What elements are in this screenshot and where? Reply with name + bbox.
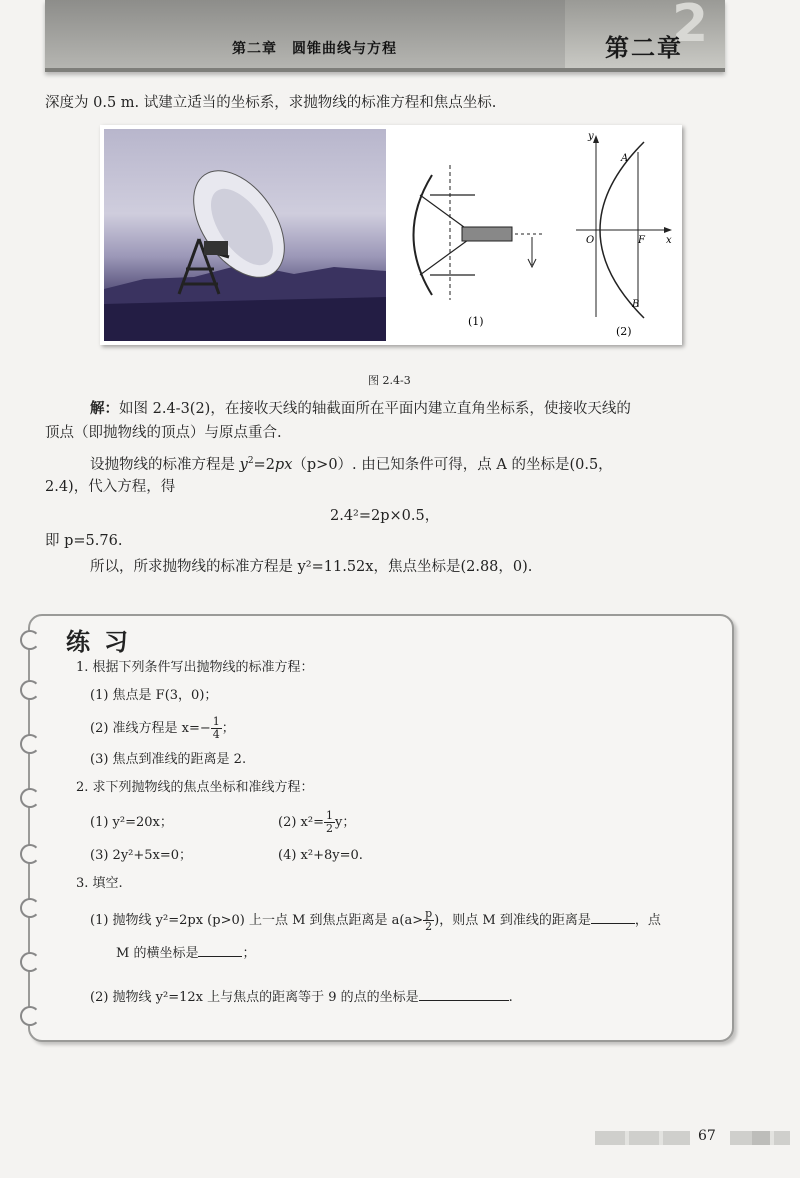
answer-blank[interactable] — [591, 911, 635, 924]
fraction-denominator: 2 — [325, 822, 333, 835]
question-1-part-1: (1) 焦点是 F(3，0)； — [90, 688, 218, 703]
q1-2-end: ； — [221, 721, 235, 736]
chapter-tab: 第二章 — [605, 34, 683, 62]
chapter-big-number: 2 — [672, 0, 709, 54]
q2-2-text: (2) x²= — [278, 815, 324, 830]
q3-2-text: (2) 抛物线 y²=12x 上与焦点的距离等于 9 的点的坐标是 — [90, 990, 419, 1005]
diagram-1-label: (1) — [468, 315, 484, 328]
question-3: 3. 填空. — [76, 876, 123, 891]
question-3-part-1-cont — [116, 944, 255, 964]
origin-label: O — [586, 235, 595, 246]
footer-decoration — [595, 1131, 690, 1145]
q3-1-text-b: )，则点 M 到准线的距离是 — [434, 913, 591, 928]
fraction — [211, 716, 222, 741]
answer-blank[interactable] — [419, 988, 509, 1001]
fraction — [324, 810, 335, 835]
point-b-label: B — [632, 299, 640, 310]
solution-line-6: 所以，所求抛物线的标准方程是 y²=11.52x，焦点坐标是(2.88，0). — [90, 559, 533, 575]
focus-label: F — [638, 235, 645, 246]
footer-decoration — [730, 1131, 790, 1145]
question-2-part-3: (3) 2y²+5x=0； — [90, 848, 193, 863]
question-2-part-2 — [278, 810, 355, 835]
solution-equation: 2.4²=2p×0.5， — [330, 508, 440, 524]
binder-ring-icon — [20, 844, 40, 864]
diagram-2-label: (2) — [616, 325, 632, 337]
fraction — [423, 908, 434, 933]
binder-ring-icon — [20, 1006, 40, 1026]
fraction-denominator: 2 — [425, 920, 433, 933]
binder-ring-icon — [20, 734, 40, 754]
telescope-illustration — [104, 129, 386, 341]
radio-telescope-photo — [104, 129, 386, 341]
q1-2-text: (2) 准线方程是 x=− — [90, 721, 211, 736]
question-1: 1. 根据下列条件写出抛物线的标准方程： — [76, 660, 314, 675]
axis-y-label: y — [588, 131, 594, 142]
solution-text-3b: （p>0）. 由已知条件可得，点 A 的坐标是(0.5， — [292, 456, 613, 473]
question-2-part-1: (1) y²=20x； — [90, 815, 173, 830]
question-1-part-3: (3) 焦点到准线的距离是 2. — [90, 752, 247, 767]
intro-line: 深度为 0.5 m. 试建立适当的坐标系，求抛物线的标准方程和焦点坐标. — [45, 95, 497, 111]
q3-1-text-e: ； — [242, 946, 256, 961]
page-header — [0, 0, 800, 78]
solution-text-1: 如图 2.4-3(2)，在接收天线的轴截面所在平面内建立直角坐标系，使接收天线的 — [119, 401, 631, 417]
q2-2-end: y； — [334, 815, 356, 830]
solution-line-1 — [90, 398, 631, 420]
question-2-part-4: (4) x²+8y=0. — [278, 848, 363, 863]
page-number: 67 — [698, 1128, 716, 1144]
binder-ring-icon — [20, 680, 40, 700]
question-3-part-2 — [90, 988, 513, 1008]
binder-ring-icon — [20, 630, 40, 650]
exercise-title: 练习 — [66, 628, 142, 656]
fraction-numerator: 1 — [325, 809, 333, 822]
binder-ring-icon — [20, 898, 40, 918]
fraction-numerator: 1 — [212, 715, 220, 728]
question-1-part-2 — [90, 716, 235, 741]
figure — [100, 125, 682, 345]
parabola-axes-diagram — [566, 127, 678, 337]
solution-line-3: 设抛物线的标准方程是 $y^2=2px(p>0)$. 由已知条件可得，点 A 的坐标是(0.5， — [90, 456, 613, 473]
q3-1-text: (1) 抛物线 y²=2px (p>0) 上一点 M 到焦点距离是 a(a> — [90, 913, 424, 928]
q3-1-text-c: ，点 — [634, 913, 661, 928]
point-a-label: A — [621, 153, 629, 164]
fraction-numerator: p — [425, 907, 433, 920]
chapter-title: 第二章 圆锥曲线与方程 — [232, 41, 397, 57]
binder-ring-icon — [20, 788, 40, 808]
binder-ring-icon — [20, 952, 40, 972]
axis-x-label: x — [666, 235, 672, 246]
solution-text-3a: 设抛物线的标准方程是 — [90, 456, 240, 473]
question-2: 2. 求下列抛物线的焦点坐标和准线方程： — [76, 780, 314, 795]
q3-1-text-d: M 的横坐标是 — [116, 946, 199, 961]
solution-line-2: 顶点（即抛物线的顶点）与原点重合. — [45, 425, 282, 441]
cross-section-diagram — [400, 135, 550, 335]
fraction-denominator: 4 — [212, 728, 220, 741]
q3-2-end: . — [508, 990, 513, 1005]
question-3-part-1 — [90, 908, 661, 933]
solution-line-5: 即 p=5.76. — [45, 533, 123, 549]
solution-line-4: 2.4)，代入方程，得 — [45, 479, 176, 495]
figure-caption: 图 2.4-3 — [368, 374, 411, 387]
solution-lead: 解： — [90, 401, 119, 417]
answer-blank[interactable] — [198, 944, 242, 957]
